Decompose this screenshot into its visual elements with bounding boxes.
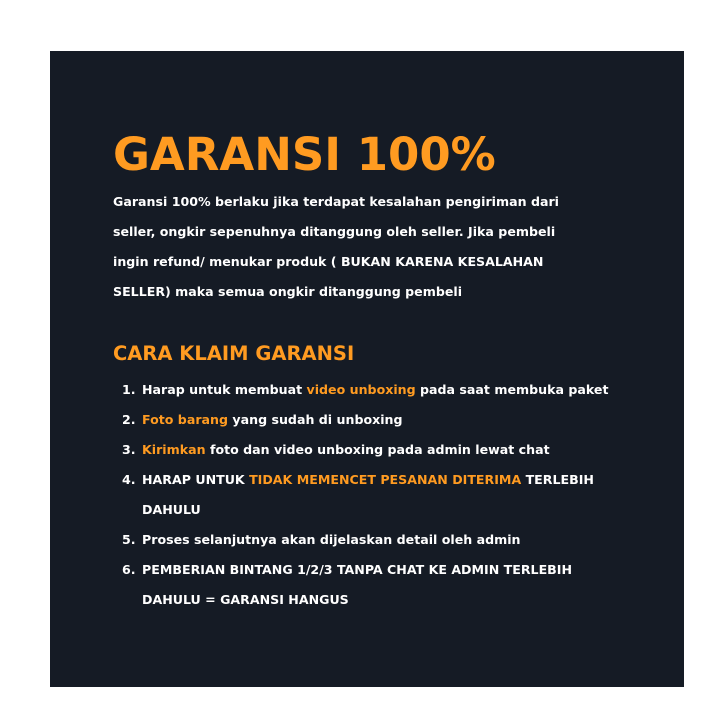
step-highlight: video unboxing xyxy=(306,382,416,397)
step-number: 2. xyxy=(122,412,136,427)
step-text-part: pada saat membuka paket xyxy=(415,382,609,397)
step-text xyxy=(142,435,680,465)
step-highlight: TIDAK MEMENCET PESANAN DITERIMA xyxy=(249,472,522,487)
step-text-part: HARAP UNTUK xyxy=(142,472,250,487)
intro-line: SELLER) maka semua ongkir ditanggung pembeli xyxy=(113,284,463,299)
list-item xyxy=(120,525,680,555)
step-number: 6. xyxy=(122,562,136,577)
step-text: Proses selanjutnya akan dijelaskan detail oleh admin xyxy=(142,532,521,547)
step-number: 5. xyxy=(122,532,136,547)
step-text-part: foto dan video unboxing pada admin lewat chat xyxy=(205,442,550,457)
step-highlight: Foto barang xyxy=(142,412,229,427)
step-number: 4. xyxy=(122,472,136,487)
page-title: GARANSI 100% xyxy=(113,128,496,181)
step-number: 3. xyxy=(122,442,136,457)
step-text xyxy=(142,465,680,495)
list-item xyxy=(120,405,680,435)
list-item xyxy=(120,555,680,615)
step-text-part: TERLEBIH xyxy=(521,472,594,487)
claim-steps-list xyxy=(120,375,680,615)
intro-line: ingin refund/ menukar produk ( BUKAN KARENA KESALAHAN xyxy=(113,254,544,269)
claim-title: CARA KLAIM GARANSI xyxy=(113,342,355,365)
intro-paragraph xyxy=(113,187,623,307)
list-item xyxy=(120,435,680,465)
step-text-continued: DAHULU xyxy=(142,502,201,517)
list-item xyxy=(120,375,680,405)
step-text-part: Harap untuk membuat xyxy=(142,382,307,397)
step-text xyxy=(142,405,680,435)
intro-line: seller, ongkir sepenuhnya ditanggung oleh seller. Jika pembeli xyxy=(113,224,556,239)
step-text-continued: DAHULU = GARANSI HANGUS xyxy=(142,592,349,607)
step-highlight: Kirimkan xyxy=(142,442,206,457)
list-item xyxy=(120,465,680,525)
step-text: PEMBERIAN BINTANG 1/2/3 TANPA CHAT KE ADMIN TERLEBIH xyxy=(142,562,572,577)
step-text-part: yang sudah di unboxing xyxy=(228,412,403,427)
intro-line: Garansi 100% berlaku jika terdapat kesalahan pengiriman dari xyxy=(113,194,559,209)
step-text xyxy=(142,375,680,405)
step-number: 1. xyxy=(122,382,136,397)
